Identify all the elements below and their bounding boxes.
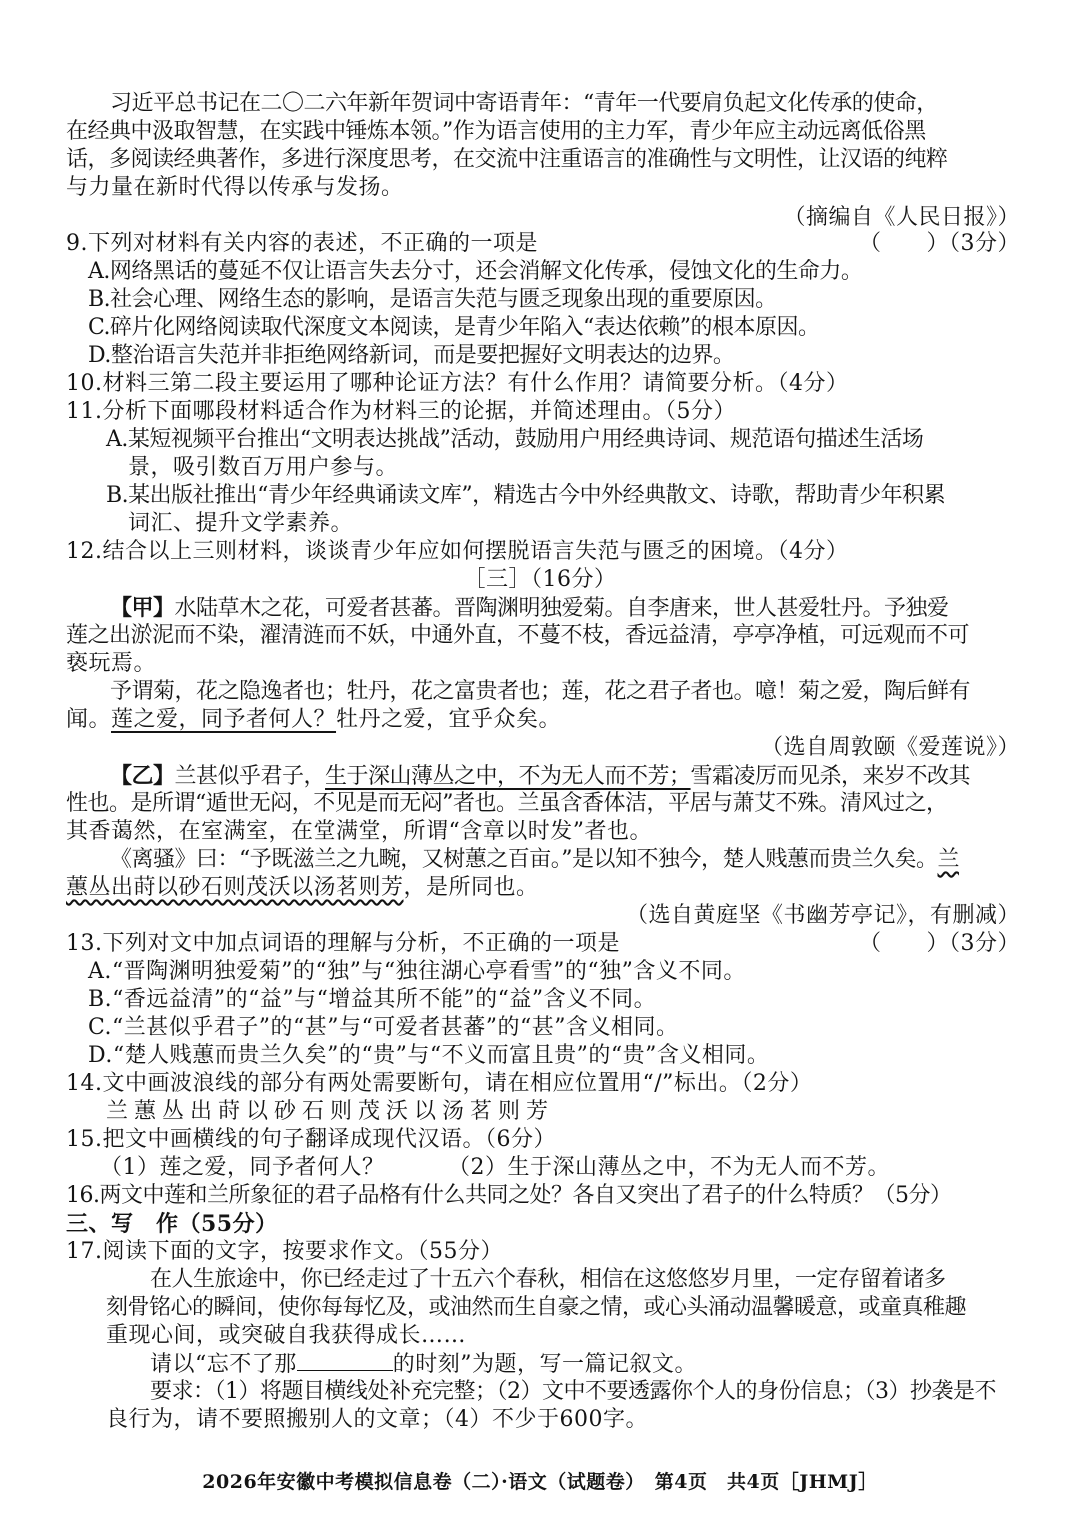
q13-option-b[interactable]: B.“香远益清”的“益”与“增益其所不能”的“益”含义不同。 <box>88 987 657 1012</box>
q11-option-b-line-2: 词汇、提升文学素养。 <box>128 511 354 536</box>
section-writing-title: 三、写 作（55分） <box>66 1211 278 1237</box>
q13-stem: 13.下列对文中加点词语的理解与分析，不正确的一项是 <box>66 931 620 956</box>
q13-option-c[interactable]: C.“兰甚似乎君子”的“甚”与“可爱者甚蕃”的“甚”含义相同。 <box>88 1015 679 1040</box>
jia-line-4: 予谓菊，花之隐逸者也；牡丹，花之富贵者也；莲，花之君子者也。噫！菊之爱，陶后鲜有 <box>110 679 971 704</box>
yi-text-5b: ，是所同也。 <box>403 875 539 900</box>
q13-option-a[interactable]: A.“晋陶渊明独爱菊”的“独”与“独往湖心亭看雪”的“独”含义不同。 <box>88 959 746 984</box>
yi-line-5 <box>66 874 539 902</box>
material3-line-4: 与力量在新时代得以传承与发扬。 <box>66 175 404 200</box>
yi-underlined-sentence: 生于深山薄丛之中，不为无人而不芳； <box>325 764 691 789</box>
jia-line-3: 亵玩焉。 <box>66 651 157 676</box>
q11-option-a-line-2: 景，吸引数百万用户参与。 <box>128 455 399 480</box>
q17-title-part-a: 请以“忘不了那 <box>150 1352 297 1377</box>
material3-source: （摘编自《人民日报》） <box>783 205 1020 230</box>
yi-line-4 <box>110 846 959 874</box>
q11-stem: 11.分析下面哪段材料适合作为材料三的论据，并简述理由。（5分） <box>66 399 736 424</box>
yi-tag: 【乙】 <box>110 763 175 789</box>
q9-option-b[interactable]: B.社会心理、网络生态的影响，是语言失范与匮乏现象出现的重要原因。 <box>88 287 777 312</box>
material3-line-1: 习近平总书记在二〇二六年新年贺词中寄语青年：“青年一代要肩负起文化传承的使命， <box>110 91 938 116</box>
q15-sentence-2: （2）生于深山薄丛之中，不为无人而不芳。 <box>448 1155 890 1180</box>
q9-option-a[interactable]: A.网络黑话的蔓延不仅让语言失去分寸，还会消解文化传承，侵蚀文化的生命力。 <box>88 259 863 284</box>
jia-text-5b: 牡丹之爱，宜乎众矣。 <box>336 707 562 732</box>
q17-requirements-line-2: 良行为，请不要照搬别人的文章；（4）不少于600字。 <box>106 1407 648 1432</box>
jia-underlined-sentence: 莲之爱，同予者何人？ <box>111 707 337 732</box>
q9-answer-blank[interactable]: （ ）（3分） <box>859 231 1020 256</box>
q15-sentence-1: （1）莲之爱，同予者何人？ <box>100 1155 385 1180</box>
q12-stem: 12.结合以上三则材料，谈谈青少年应如何摆脱语言失范与匮乏的困境。（4分） <box>66 539 849 564</box>
yi-wavy-text-start: 兰 <box>937 847 960 872</box>
yi-text-4a: 《离骚》曰：“予既滋兰之九畹，又树蕙之百亩。”是以知不独今，楚人贱蕙而贵兰久矣。 <box>110 847 938 872</box>
q16-stem: 16.两文中莲和兰所象征的君子品格有什么共同之处？各自又突出了君子的什么特质？（5分） <box>66 1183 952 1208</box>
jia-text-1: 水陆草木之花，可爱者甚蕃。晋陶渊明独爱菊。自李唐来，世人甚爱牡丹。予独爱 <box>174 596 949 621</box>
jia-source: （选自周敦颐《爱莲说》） <box>760 735 1020 760</box>
section-3-title: ［三］（16分） <box>463 567 617 592</box>
yi-line-3: 其香蔼然，在室满室，在堂满堂，所谓“含章以时发”者也。 <box>66 819 652 844</box>
q14-stem: 14.文中画波浪线的部分有两处需要断句，请在相应位置用“/”标出。（2分） <box>66 1071 813 1096</box>
q11-option-b-line-1: B.某出版社推出“青少年经典诵读文库”，精选古今中外经典散文、诗歌，帮助青少年积累 <box>106 483 946 508</box>
q17-prompt-line-2: 刻骨铭心的瞬间，使你每每忆及，或油然而生自豪之情，或心头涌动温馨暖意，或童真稚趣 <box>106 1295 967 1320</box>
q17-requirements-line-1: 要求：（1）将题目横线处补充完整；（2）文中不要透露你个人的身份信息；（3）抄袭是不 <box>150 1379 996 1404</box>
jia-line-2: 莲之出淤泥而不染，濯清涟而不妖，中通外直，不蔓不枝，香远益清，亭亭净植，可远观而不可 <box>66 623 970 648</box>
yi-wavy-text: 蕙丛出莳以砂石则茂沃以汤茗则芳 <box>66 875 404 900</box>
q17-title-part-b: 的时刻”为题，写一篇记叙文。 <box>392 1352 697 1377</box>
q17-prompt-line-3: 重现心间，或突破自我获得成长…… <box>106 1323 467 1348</box>
q13-option-d[interactable]: D.“楚人贱蕙而贵兰久矣”的“贵”与“不义而富且贵”的“贵”含义相同。 <box>88 1043 770 1068</box>
material3-line-2: 在经典中汲取智慧，在实践中锤炼本领。”作为语言使用的主力军，青少年应主动远离低俗黑 <box>66 119 926 144</box>
q17-title-line <box>150 1350 697 1379</box>
jia-tag: 【甲】 <box>110 595 175 621</box>
jia-line-5 <box>66 706 561 734</box>
q17-title-blank[interactable] <box>297 1350 393 1371</box>
q17-stem: 17.阅读下面的文字，按要求作文。（55分） <box>66 1239 503 1264</box>
q13-answer-blank[interactable]: （ ）（3分） <box>859 931 1020 956</box>
yi-source: （选自黄庭坚《书幽芳亭记》，有删减） <box>625 903 1020 928</box>
q9-stem: 9.下列对材料有关内容的表述，不正确的一项是 <box>66 231 538 256</box>
page-footer: 2026年安徽中考模拟信息卷（二）·语文（试题卷） 第4页 共4页［JHMJ］ <box>202 1471 878 1493</box>
q14-text: 兰蕙丛出莳以砂石则茂沃以汤茗则芳 <box>106 1099 555 1124</box>
jia-text-5a: 闻。 <box>66 707 112 732</box>
q9-option-d[interactable]: D.整治语言失范并非拒绝网络新词，而是要把握好文明表达的边界。 <box>88 343 735 368</box>
material3-line-3: 话，多阅读经典著作，多进行深度思考，在交流中注重语言的准确性与文明性，让汉语的纯粹 <box>66 147 948 172</box>
yi-line-1 <box>110 762 1026 791</box>
yi-line-2: 性也。是所谓“遁世无闷，不见是而无闷”者也。兰虽含香体洁，平居与萧艾不殊。清风过之， <box>66 791 948 816</box>
yi-text-1b: 雪霜凌厉而见杀，来岁不改其 <box>690 764 971 789</box>
q11-option-a-line-1: A.某短视频平台推出“文明表达挑战”活动，鼓励用户用经典诗词、规范语句描述生活场 <box>106 427 924 452</box>
jia-line-1 <box>110 594 1026 623</box>
q10-stem: 10.材料三第二段主要运用了哪种论证方法？有什么作用？请简要分析。（4分） <box>66 371 849 396</box>
q17-prompt-line-1: 在人生旅途中，你已经走过了十五六个春秋，相信在这悠悠岁月里，一定存留着诸多 <box>150 1267 946 1292</box>
yi-text-1a: 兰甚似乎君子， <box>174 764 326 789</box>
q15-stem: 15.把文中画横线的句子翻译成现代汉语。（6分） <box>66 1127 556 1152</box>
q9-option-c[interactable]: C.碎片化网络阅读取代深度文本阅读，是青少年陷入“表达依赖”的根本原因。 <box>88 315 820 340</box>
